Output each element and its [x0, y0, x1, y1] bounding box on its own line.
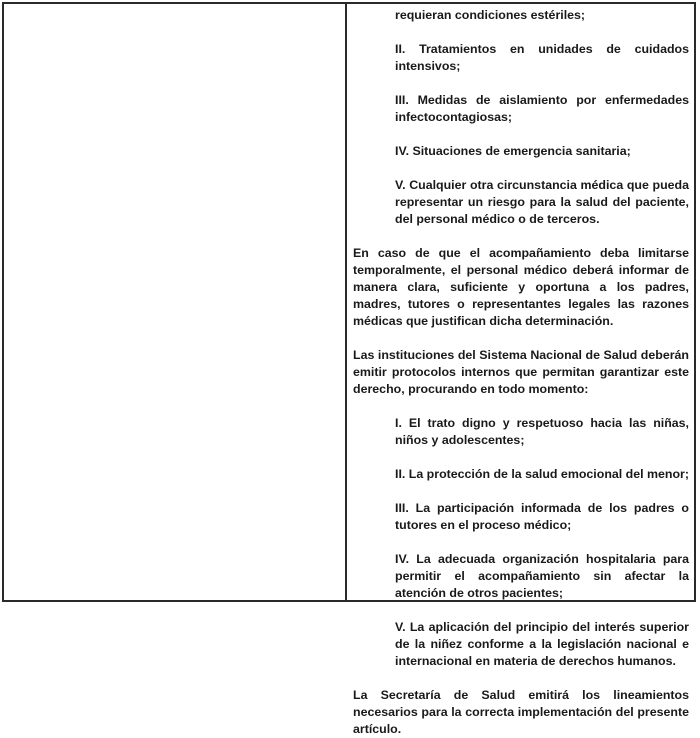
left-column-cell — [4, 4, 347, 600]
restriction-item-iv: IV. Situaciones de emergencia sanitaria; — [395, 144, 631, 158]
protocol-item-iii: III. La participación informada de los padres o tutores en el proceso médico; — [395, 501, 689, 532]
protocol-item-i: I. El trato digno y respetuoso hacia las niñas, niños y adolescentes; — [395, 416, 689, 447]
comparison-table — [2, 2, 696, 736]
restriction-item-ii: II. Tratamientos en unidades de cuidados intensivos; — [395, 42, 689, 73]
restriction-item-iii: III. Medidas de aislamiento por enfermedades infectocontagiosas; — [395, 93, 689, 124]
protocol-item-ii: II. La protección de la salud emocional del menor; — [395, 467, 689, 481]
paragraph-final: La Secretaría de Salud emitirá los lineamientos necesarios para la correcta implementación del presente artículo. — [353, 688, 689, 736]
paragraph-limitation: En caso de que el acompañamiento deba limitarse temporalmente, el personal médico deberá informar de manera clara, suficiente y oportuna a los padres, madres, tutores o representantes legales las razones médicas que justifican dicha determinación. — [353, 246, 689, 328]
right-column-cell — [347, 4, 694, 736]
protocol-item-v: V. La aplicación del principio del interés superior de la niñez conforme a la legislación nacional e internacional en materia de derechos humanos. — [395, 620, 689, 668]
restriction-item-v: V. Cualquier otra circunstancia médica que pueda representar un riesgo para la salud del paciente, del personal médico o de terceros. — [395, 178, 689, 226]
protocol-item-iv: IV. La adecuada organización hospitalaria para permitir el acompañamiento sin afectar la atención de otros pacientes; — [395, 552, 689, 600]
list-item-continuation: requieran condiciones estériles; — [395, 8, 586, 22]
paragraph-protocols: Las instituciones del Sistema Nacional de Salud deberán emitir protocolos internos que permitan garantizar este derecho, procurando en todo momento: — [353, 348, 689, 396]
